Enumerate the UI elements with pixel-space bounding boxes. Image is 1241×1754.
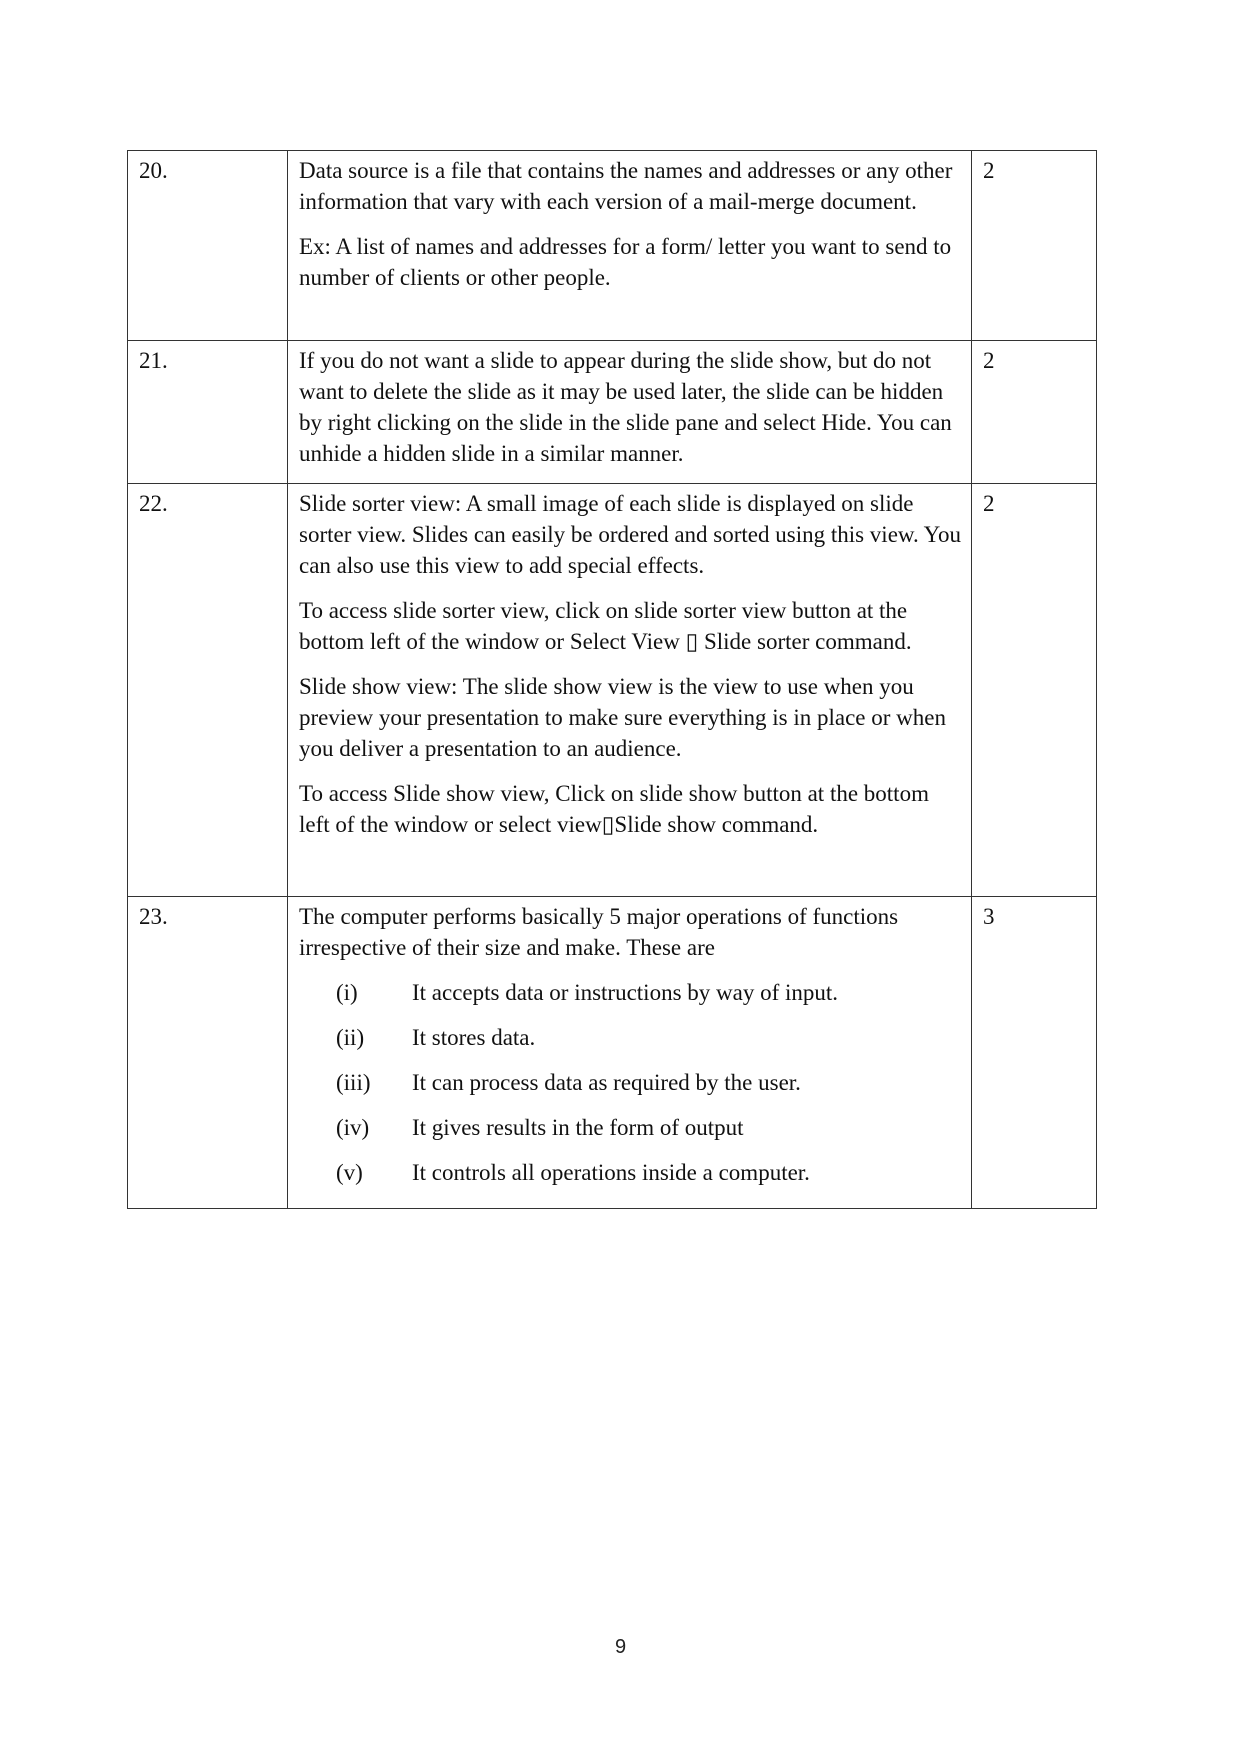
- answer-paragraph: Ex: A list of names and addresses for a form/ letter you want to send to number of clients or other people.: [299, 234, 952, 290]
- list-item-text: It controls all operations inside a computer.: [412, 1160, 810, 1185]
- list-item: [299, 977, 963, 1008]
- list-item-label: (v): [336, 1160, 363, 1185]
- answer-paragraph: Data source is a file that contains the names and addresses or any other information that vary with each version of a mail-merge document.: [299, 158, 953, 214]
- list-item-text: It gives results in the form of output: [412, 1115, 744, 1140]
- list-item: [299, 1022, 963, 1053]
- list-item: [299, 1157, 963, 1188]
- answer-cell: [288, 341, 972, 484]
- answer-paragraph: If you do not want a slide to appear during the slide show, but do not want to delete the slide as it may be used later, the slide can be hidden by right clicking on the slide in the slide pane and select Hide. You can unhide a hidden slide in a similar manner.: [299, 348, 952, 466]
- operations-list: [299, 977, 963, 1188]
- answer-cell: [288, 897, 972, 1209]
- answer-paragraph: To access slide sorter view, click on slide sorter view button at the bottom left of the window or Select View ▯ Slide sorter command.: [299, 598, 912, 654]
- question-number: 23.: [128, 897, 288, 1209]
- marks-value: 3: [972, 897, 1097, 1209]
- list-item: [299, 1067, 963, 1098]
- list-item-label: (iii): [336, 1070, 371, 1095]
- question-number: 21.: [128, 341, 288, 484]
- table-row: [128, 151, 1097, 341]
- list-item-label: (iv): [336, 1115, 370, 1140]
- list-item-label: (ii): [336, 1025, 365, 1050]
- question-number: 20.: [128, 151, 288, 341]
- marks-value: 2: [972, 341, 1097, 484]
- table-row: [128, 484, 1097, 897]
- answer-paragraph: To access Slide show view, Click on slide show button at the bottom left of the window or select view▯Slide show command.: [299, 781, 929, 837]
- marks-value: 2: [972, 151, 1097, 341]
- answer-cell: [288, 151, 972, 341]
- table-row: [128, 897, 1097, 1209]
- list-item-text: It can process data as required by the user.: [412, 1070, 801, 1095]
- list-item-text: It accepts data or instructions by way of input.: [412, 980, 839, 1005]
- marks-value: 2: [972, 484, 1097, 897]
- answer-paragraph: Slide sorter view: A small image of each slide is displayed on slide sorter view. Slides can easily be ordered and sorted using this view. You can also use this view to add special effects.: [299, 491, 961, 578]
- list-item-text: It stores data.: [412, 1025, 536, 1050]
- answer-cell: [288, 484, 972, 897]
- answer-table: [127, 150, 1097, 1209]
- question-number: 22.: [128, 484, 288, 897]
- answer-intro: The computer performs basically 5 major operations of functions irrespective of their size and make. These are: [299, 904, 899, 960]
- answer-paragraph: Slide show view: The slide show view is the view to use when you preview your presentation to make sure everything is in place or when you deliver a presentation to an audience.: [299, 674, 946, 761]
- list-item-label: (i): [336, 980, 358, 1005]
- table-row: [128, 341, 1097, 484]
- page-number: 9: [614, 1636, 627, 1658]
- list-item: [299, 1112, 963, 1143]
